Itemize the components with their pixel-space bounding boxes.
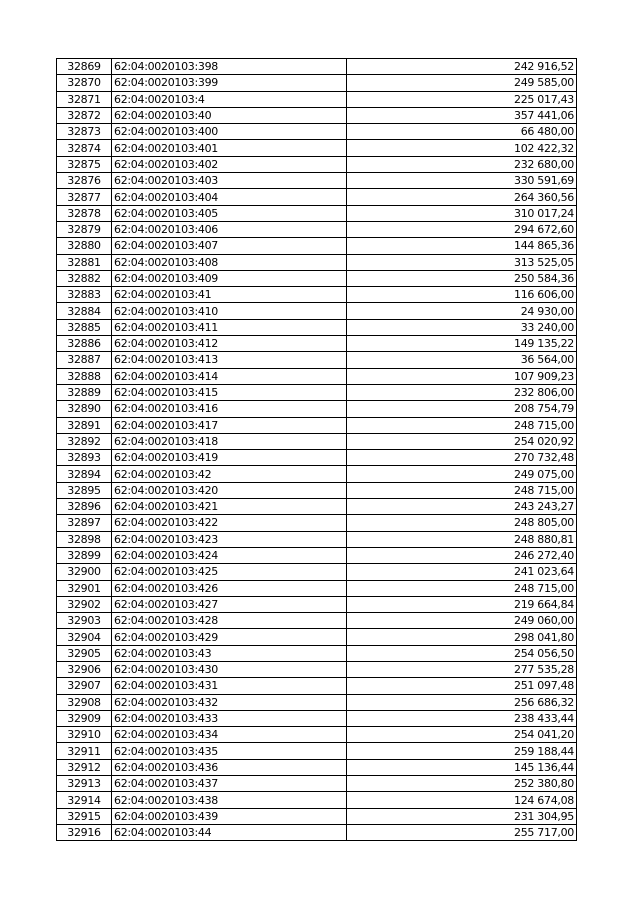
row-number-cell: 32890 [57, 401, 112, 417]
data-table [56, 58, 577, 841]
value-cell: 241 023,64 [347, 564, 577, 580]
cadastral-number-cell: 62:04:0020103:398 [112, 59, 347, 75]
cadastral-number-cell: 62:04:0020103:425 [112, 564, 347, 580]
row-number-cell: 32916 [57, 824, 112, 840]
value-cell: 249 585,00 [347, 75, 577, 91]
table-row [57, 466, 577, 482]
table-row [57, 824, 577, 840]
value-cell: 66 480,00 [347, 124, 577, 140]
table-row [57, 564, 577, 580]
value-cell: 107 909,23 [347, 368, 577, 384]
value-cell: 248 715,00 [347, 580, 577, 596]
cadastral-number-cell: 62:04:0020103:422 [112, 515, 347, 531]
row-number-cell: 32885 [57, 319, 112, 335]
cadastral-number-cell: 62:04:0020103:431 [112, 678, 347, 694]
cadastral-number-cell: 62:04:0020103:420 [112, 482, 347, 498]
value-cell: 248 805,00 [347, 515, 577, 531]
cadastral-number-cell: 62:04:0020103:408 [112, 254, 347, 270]
row-number-cell: 32904 [57, 629, 112, 645]
value-cell: 254 041,20 [347, 727, 577, 743]
cadastral-number-cell: 62:04:0020103:401 [112, 140, 347, 156]
row-number-cell: 32891 [57, 417, 112, 433]
table-row [57, 776, 577, 792]
row-number-cell: 32879 [57, 221, 112, 237]
value-cell: 246 272,40 [347, 547, 577, 563]
cadastral-number-cell: 62:04:0020103:411 [112, 319, 347, 335]
row-number-cell: 32915 [57, 808, 112, 824]
value-cell: 232 680,00 [347, 156, 577, 172]
row-number-cell: 32878 [57, 205, 112, 221]
value-cell: 256 686,32 [347, 694, 577, 710]
cadastral-number-cell: 62:04:0020103:413 [112, 352, 347, 368]
row-number-cell: 32876 [57, 173, 112, 189]
row-number-cell: 32906 [57, 661, 112, 677]
value-cell: 238 433,44 [347, 710, 577, 726]
value-cell: 149 135,22 [347, 336, 577, 352]
row-number-cell: 32895 [57, 482, 112, 498]
table-row [57, 205, 577, 221]
cadastral-number-cell: 62:04:0020103:410 [112, 303, 347, 319]
table-row [57, 303, 577, 319]
table-row [57, 75, 577, 91]
cadastral-number-cell: 62:04:0020103:417 [112, 417, 347, 433]
table-row [57, 270, 577, 286]
cadastral-number-cell: 62:04:0020103:418 [112, 433, 347, 449]
value-cell: 248 715,00 [347, 417, 577, 433]
cadastral-number-cell: 62:04:0020103:44 [112, 824, 347, 840]
cadastral-number-cell: 62:04:0020103:435 [112, 743, 347, 759]
table-row [57, 336, 577, 352]
value-cell: 243 243,27 [347, 499, 577, 515]
table-row [57, 482, 577, 498]
table-row [57, 613, 577, 629]
cadastral-number-cell: 62:04:0020103:409 [112, 270, 347, 286]
row-number-cell: 32886 [57, 336, 112, 352]
value-cell: 310 017,24 [347, 205, 577, 221]
cadastral-number-cell: 62:04:0020103:406 [112, 221, 347, 237]
row-number-cell: 32880 [57, 238, 112, 254]
table-row [57, 91, 577, 107]
row-number-cell: 32877 [57, 189, 112, 205]
row-number-cell: 32898 [57, 531, 112, 547]
value-cell: 36 564,00 [347, 352, 577, 368]
table-row [57, 140, 577, 156]
value-cell: 144 865,36 [347, 238, 577, 254]
value-cell: 232 806,00 [347, 384, 577, 400]
row-number-cell: 32907 [57, 678, 112, 694]
value-cell: 357 441,06 [347, 107, 577, 123]
table-row [57, 727, 577, 743]
row-number-cell: 32911 [57, 743, 112, 759]
table-row [57, 384, 577, 400]
row-number-cell: 32902 [57, 596, 112, 612]
table-row [57, 629, 577, 645]
cadastral-number-cell: 62:04:0020103:430 [112, 661, 347, 677]
table-row [57, 287, 577, 303]
table-row [57, 547, 577, 563]
row-number-cell: 32892 [57, 433, 112, 449]
cadastral-number-cell: 62:04:0020103:42 [112, 466, 347, 482]
row-number-cell: 32870 [57, 75, 112, 91]
cadastral-number-cell: 62:04:0020103:421 [112, 499, 347, 515]
table-row [57, 352, 577, 368]
cadastral-number-cell: 62:04:0020103:432 [112, 694, 347, 710]
cadastral-number-cell: 62:04:0020103:424 [112, 547, 347, 563]
cadastral-number-cell: 62:04:0020103:438 [112, 792, 347, 808]
table-row [57, 694, 577, 710]
table-row [57, 678, 577, 694]
table-row [57, 238, 577, 254]
value-cell: 251 097,48 [347, 678, 577, 694]
value-cell: 298 041,80 [347, 629, 577, 645]
table-row [57, 499, 577, 515]
value-cell: 330 591,69 [347, 173, 577, 189]
cadastral-number-cell: 62:04:0020103:41 [112, 287, 347, 303]
table-row [57, 433, 577, 449]
cadastral-number-cell: 62:04:0020103:402 [112, 156, 347, 172]
table-row [57, 368, 577, 384]
row-number-cell: 32894 [57, 466, 112, 482]
row-number-cell: 32883 [57, 287, 112, 303]
table-row [57, 401, 577, 417]
cadastral-number-cell: 62:04:0020103:414 [112, 368, 347, 384]
row-number-cell: 32901 [57, 580, 112, 596]
table-row [57, 124, 577, 140]
value-cell: 225 017,43 [347, 91, 577, 107]
row-number-cell: 32905 [57, 645, 112, 661]
cadastral-number-cell: 62:04:0020103:43 [112, 645, 347, 661]
cadastral-number-cell: 62:04:0020103:437 [112, 776, 347, 792]
value-cell: 249 060,00 [347, 613, 577, 629]
row-number-cell: 32887 [57, 352, 112, 368]
value-cell: 231 304,95 [347, 808, 577, 824]
value-cell: 248 715,00 [347, 482, 577, 498]
value-cell: 145 136,44 [347, 759, 577, 775]
row-number-cell: 32874 [57, 140, 112, 156]
row-number-cell: 32873 [57, 124, 112, 140]
table-row [57, 417, 577, 433]
cadastral-number-cell: 62:04:0020103:427 [112, 596, 347, 612]
table-row [57, 221, 577, 237]
cadastral-number-cell: 62:04:0020103:403 [112, 173, 347, 189]
table-body [57, 59, 577, 841]
row-number-cell: 32896 [57, 499, 112, 515]
row-number-cell: 32913 [57, 776, 112, 792]
row-number-cell: 32900 [57, 564, 112, 580]
value-cell: 255 717,00 [347, 824, 577, 840]
value-cell: 250 584,36 [347, 270, 577, 286]
value-cell: 254 056,50 [347, 645, 577, 661]
table-row [57, 156, 577, 172]
row-number-cell: 32899 [57, 547, 112, 563]
cadastral-number-cell: 62:04:0020103:399 [112, 75, 347, 91]
row-number-cell: 32884 [57, 303, 112, 319]
value-cell: 24 930,00 [347, 303, 577, 319]
cadastral-number-cell: 62:04:0020103:415 [112, 384, 347, 400]
value-cell: 116 606,00 [347, 287, 577, 303]
table-row [57, 531, 577, 547]
row-number-cell: 32869 [57, 59, 112, 75]
value-cell: 242 916,52 [347, 59, 577, 75]
table-row [57, 515, 577, 531]
value-cell: 208 754,79 [347, 401, 577, 417]
row-number-cell: 32872 [57, 107, 112, 123]
row-number-cell: 32888 [57, 368, 112, 384]
value-cell: 259 188,44 [347, 743, 577, 759]
row-number-cell: 32893 [57, 450, 112, 466]
value-cell: 219 664,84 [347, 596, 577, 612]
table-row [57, 645, 577, 661]
cadastral-number-cell: 62:04:0020103:404 [112, 189, 347, 205]
value-cell: 252 380,80 [347, 776, 577, 792]
row-number-cell: 32909 [57, 710, 112, 726]
table-row [57, 107, 577, 123]
cadastral-number-cell: 62:04:0020103:426 [112, 580, 347, 596]
cadastral-number-cell: 62:04:0020103:407 [112, 238, 347, 254]
cadastral-number-cell: 62:04:0020103:416 [112, 401, 347, 417]
row-number-cell: 32889 [57, 384, 112, 400]
cadastral-number-cell: 62:04:0020103:423 [112, 531, 347, 547]
table-row [57, 319, 577, 335]
cadastral-number-cell: 62:04:0020103:434 [112, 727, 347, 743]
row-number-cell: 32875 [57, 156, 112, 172]
cadastral-number-cell: 62:04:0020103:4 [112, 91, 347, 107]
table-row [57, 792, 577, 808]
value-cell: 102 422,32 [347, 140, 577, 156]
table-row [57, 173, 577, 189]
row-number-cell: 32908 [57, 694, 112, 710]
table-row [57, 580, 577, 596]
cadastral-number-cell: 62:04:0020103:405 [112, 205, 347, 221]
table-row [57, 189, 577, 205]
row-number-cell: 32897 [57, 515, 112, 531]
value-cell: 270 732,48 [347, 450, 577, 466]
row-number-cell: 32912 [57, 759, 112, 775]
value-cell: 33 240,00 [347, 319, 577, 335]
cadastral-number-cell: 62:04:0020103:429 [112, 629, 347, 645]
table-row [57, 743, 577, 759]
row-number-cell: 32903 [57, 613, 112, 629]
value-cell: 264 360,56 [347, 189, 577, 205]
cadastral-number-cell: 62:04:0020103:439 [112, 808, 347, 824]
cadastral-number-cell: 62:04:0020103:419 [112, 450, 347, 466]
cadastral-number-cell: 62:04:0020103:436 [112, 759, 347, 775]
table-row [57, 254, 577, 270]
table-row [57, 710, 577, 726]
value-cell: 124 674,08 [347, 792, 577, 808]
cadastral-number-cell: 62:04:0020103:433 [112, 710, 347, 726]
value-cell: 254 020,92 [347, 433, 577, 449]
row-number-cell: 32914 [57, 792, 112, 808]
table-row [57, 661, 577, 677]
row-number-cell: 32882 [57, 270, 112, 286]
row-number-cell: 32871 [57, 91, 112, 107]
value-cell: 249 075,00 [347, 466, 577, 482]
table-row [57, 450, 577, 466]
table-row [57, 808, 577, 824]
row-number-cell: 32881 [57, 254, 112, 270]
value-cell: 277 535,28 [347, 661, 577, 677]
cadastral-number-cell: 62:04:0020103:428 [112, 613, 347, 629]
cadastral-number-cell: 62:04:0020103:40 [112, 107, 347, 123]
cadastral-number-cell: 62:04:0020103:412 [112, 336, 347, 352]
table-row [57, 596, 577, 612]
cadastral-number-cell: 62:04:0020103:400 [112, 124, 347, 140]
value-cell: 248 880,81 [347, 531, 577, 547]
row-number-cell: 32910 [57, 727, 112, 743]
value-cell: 294 672,60 [347, 221, 577, 237]
table-row [57, 759, 577, 775]
value-cell: 313 525,05 [347, 254, 577, 270]
table-row [57, 59, 577, 75]
